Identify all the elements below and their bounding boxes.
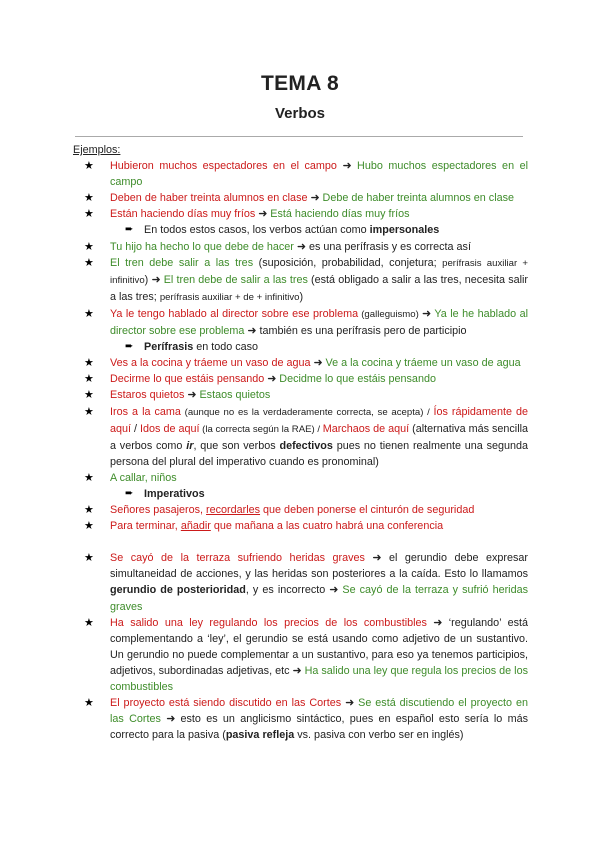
star-icon: ★ [84, 405, 94, 418]
star-icon: ★ [84, 697, 94, 710]
star-icon: ★ [84, 552, 94, 565]
star-icon: ★ [84, 307, 94, 320]
list-item: ★ Estaros quietos ➜ Estaos quietos [73, 387, 528, 403]
divider [75, 136, 523, 137]
list-item: ★ Iros a la cama (aunque no es la verdaderamente correcta, se acepta) / Íos rápidamente de aquí / Idos de aquí (la correcta según la RAE) / Marchaos de aquí (alternativa más sencilla a verbos como ir, que son verbos defectivos pues no tienen realmente una segunda persona del plural del imperativo cuando es pronominal) [84, 405, 529, 468]
sub-arrow-icon: ➨ [125, 487, 134, 499]
arrow-icon: ➜ [426, 616, 449, 629]
sub-arrow-icon: ➨ [125, 341, 134, 353]
sub-list [73, 486, 528, 502]
arrow-icon: ➜ [293, 240, 309, 253]
arrow-icon: ➜ [307, 192, 323, 205]
document-body [73, 142, 528, 743]
list-item: ★ Deben de haber treinta alumnos en clase ➜ Debe de haber treinta alumnos en clase [73, 190, 528, 206]
sub-list-item: ➨ En todos estos casos, los verbos actúan como impersonales [73, 222, 528, 238]
list-item: ★ Ya le tengo hablado al director sobre ese problema (galleguismo) ➜ Ya le he hablado al director sobre ese problema ➜ también es una perífrasis pero de participio [84, 307, 528, 338]
star-icon: ★ [84, 192, 94, 205]
arrow-icon: ➜ [160, 713, 181, 726]
arrow-icon: ➜ [422, 307, 435, 320]
star-icon: ★ [84, 471, 94, 484]
arrow-icon: ➜ [364, 552, 389, 565]
arrow-icon: ➜ [336, 160, 358, 173]
arrow-icon: ➜ [310, 357, 326, 370]
examples-label: Ejemplos: [73, 144, 121, 156]
arrow-icon: ➜ [329, 584, 343, 597]
list-item: ★ Tu hijo ha hecho lo que debe de hacer ➜ es una perífrasis y es correcta así [73, 239, 528, 255]
star-icon: ★ [84, 160, 94, 173]
arrow-icon: ➜ [184, 389, 200, 402]
star-icon: ★ [84, 389, 94, 402]
list-item: ★ Señores pasajeros, recordarles que deben ponerse el cinturón de seguridad [73, 502, 528, 518]
star-icon: ★ [84, 504, 94, 517]
star-icon: ★ [84, 208, 94, 221]
list-item: ★ Ves a la cocina y tráeme un vaso de agua ➜ Ve a la cocina y tráeme un vaso de agua [73, 355, 528, 371]
star-icon: ★ [84, 520, 94, 533]
list-item: ★ Se cayó de la terraza sufriendo heridas graves ➜ el gerundio debe expresar simultaneidad de acciones, y las heridas son posteriores a la caída. Esto lo llamamos gerundio de posterioridad, y es incorrecto ➜ Se cayó de la terraza y sufrió heridas graves [84, 552, 529, 613]
star-icon: ★ [84, 240, 94, 253]
examples-list [73, 502, 528, 743]
arrow-icon: ➜ [264, 373, 280, 386]
list-item: ★ Hubieron muchos espectadores en el campo ➜ Hubo muchos espectadores en el campo [84, 160, 529, 189]
list-item: ★ Ha salido una ley regulando los precios de los combustibles ➜ ‘regulando’ está complementando a ‘ley’, el gerundio se está usando como adjetivo de un sustantivo. Un gerundio no puede complementar a un sustantivo, para eso ya tenemos participios, adjetivos, subordinadas adjetivas, etc ➜ Ha salido una ley que regula los precios de los combustibles [84, 616, 528, 693]
spacer [73, 534, 528, 550]
list-item: ★ Están haciendo días muy fríos ➜ Está haciendo días muy fríos [73, 206, 528, 222]
examples-list [73, 239, 528, 340]
examples-list [73, 158, 528, 222]
arrow-icon: ➜ [341, 697, 359, 710]
list-item: ★ Decirme lo que estáis pensando ➜ Decidme lo que estáis pensando [73, 371, 528, 387]
page-subtitle: Verbos [274, 105, 326, 122]
sub-list [73, 222, 528, 238]
sub-list-item: ➨ Imperativos [73, 486, 528, 502]
star-icon: ★ [84, 357, 94, 370]
sub-list [73, 339, 528, 355]
list-item: ★ El proyecto está siendo discutido en las Cortes ➜ Se está discutiendo el proyecto en las Cortes ➜ esto es un anglicismo sintáctico, pues en español esto sería lo más correcto para la pasiva (pasiva refleja vs. pasiva con verbo ser en inglés) [84, 697, 528, 742]
sub-arrow-icon: ➨ [125, 224, 134, 236]
list-item: ★ El tren debe salir a las tres (suposición, probabilidad, conjetura; perífrasis auxiliar + infinitivo) ➜ El tren debe de salir a las tres (está obligado a salir a las tres, necesita salir a las tres; perífrasis auxiliar + de + infinitivo) [84, 256, 529, 303]
arrow-icon: ➜ [292, 664, 305, 677]
list-item: ★ Para terminar, añadir que mañana a las cuatro habrá una conferencia [73, 518, 528, 534]
arrow-icon: ➜ [244, 325, 260, 338]
star-icon: ★ [84, 256, 94, 269]
star-icon: ★ [84, 616, 94, 629]
list-item: ★ A callar, niños [73, 470, 528, 486]
page-title: TEMA 8 [260, 72, 340, 95]
star-icon: ★ [84, 373, 94, 386]
examples-list [73, 355, 528, 486]
arrow-icon: ➜ [151, 273, 164, 286]
sub-list-item: ➨ Perífrasis en todo caso [73, 339, 528, 355]
arrow-icon: ➜ [255, 208, 271, 221]
